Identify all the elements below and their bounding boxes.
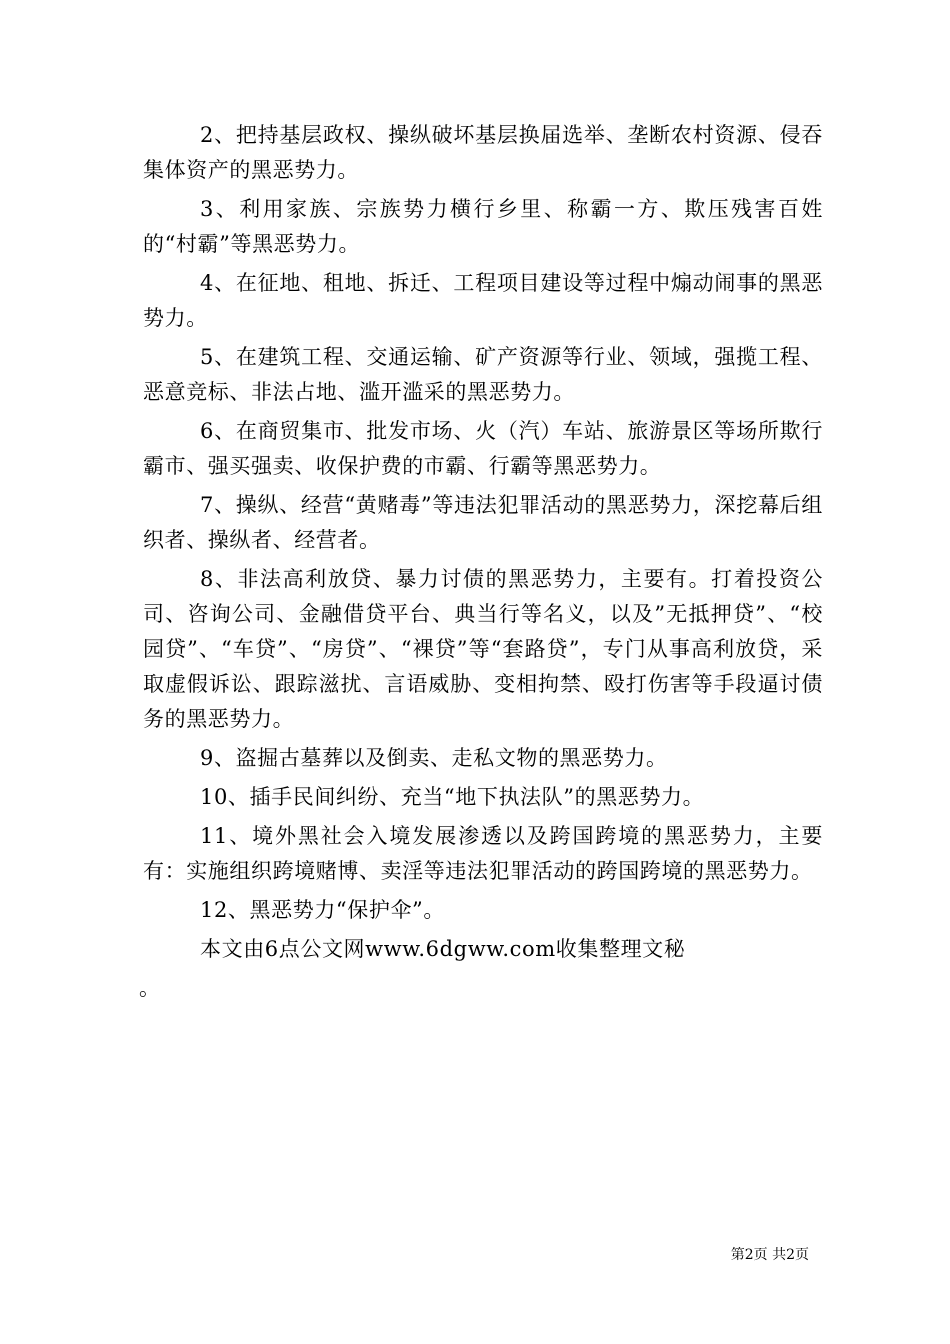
- paragraph-item-2: 2、把持基层政权、操纵破坏基层换届选举、垄断农村资源、侵吞集体资产的黑恶势力。: [143, 123, 823, 182]
- trailing-period: 。: [139, 976, 160, 1000]
- document-body: [139, 118, 823, 1006]
- paragraph-item-5: 5、在建筑工程、交通运输、矿产资源等行业、领域，强揽工程、恶意竞标、非法占地、滥开滥采的黑恶势力。: [143, 345, 823, 404]
- paragraph-item-11: 11、境外黑社会入境发展渗透以及跨国跨境的黑恶势力，主要有：实施组织跨境赌博、卖淫等违法犯罪活动的跨国跨境的黑恶势力。: [143, 824, 823, 883]
- paragraph-item-7: 7、操纵、经营“黄赌毒”等违法犯罪活动的黑恶势力，深挖幕后组织者、操纵者、经营者。: [143, 493, 823, 552]
- paragraph-item-8: 8、非法高利放贷、暴力讨债的黑恶势力，主要有。打着投资公司、咨询公司、金融借贷平台、典当行等名义，以及”无抵押贷”、“校园贷”、“车贷”、“房贷”、“裸贷”等“套路贷”，专门从事高利放贷，采取虚假诉讼、跟踪滋扰、言语威胁、变相拘禁、殴打伤害等手段逼讨债务的黑恶势力。: [143, 567, 823, 731]
- paragraph-item-4: 4、在征地、租地、拆迁、工程项目建设等过程中煽动闹事的黑恶势力。: [143, 271, 823, 330]
- paragraph-item-10: 10、插手民间纠纷、充当“地下执法队”的黑恶势力。: [200, 785, 705, 809]
- paragraph-item-12: 12、黑恶势力“保护伞”。: [200, 898, 445, 922]
- paragraph-item-6: 6、在商贸集市、批发市场、火（汽）车站、旅游景区等场所欺行霸市、强买强卖、收保护费的市霸、行霸等黑恶势力。: [143, 419, 823, 478]
- paragraph-item-9: 9、盗掘古墓葬以及倒卖、走私文物的黑恶势力。: [200, 746, 668, 770]
- page-number: 第2页 共2页: [730, 1247, 809, 1263]
- paragraph-item-3: 3、利用家族、宗族势力横行乡里、称霸一方、欺压残害百姓的“村霸”等黑恶势力。: [143, 197, 823, 256]
- source-note: 本文由6点公文网www.6dgww.com收集整理文秘: [200, 937, 686, 961]
